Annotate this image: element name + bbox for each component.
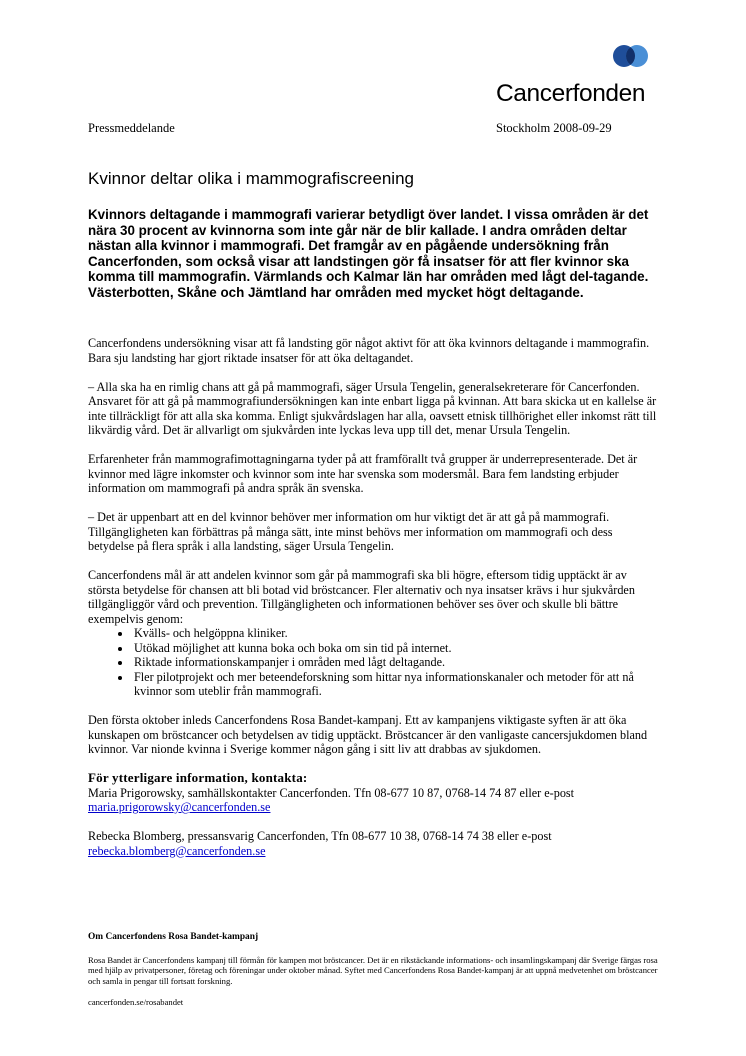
page-title: Kvinnor deltar olika i mammografiscreening bbox=[88, 169, 414, 188]
footer-url: cancerfonden.se/rosabandet bbox=[88, 996, 184, 1007]
paragraph: – Alla ska ha en rimlig chans att gå på mammografi, säger Ursula Tengelin, generalsekreterare för Cancerfonden. Ansvaret för att gå på mammografiundersökningen kan inte enbart ligga på kvinnan. Att bara skicka ut en kallelse är inte tillräckligt för att alla ska komma. Enligt sjukvårdslagen har alla, oavsett etnisk tillhörighet eller inkomst rätt till likvärdig vård. Det är allvarligt om sjukvården inte lyckas leva upp till det, menar Ursula Tengelin. bbox=[88, 379, 657, 437]
footer bbox=[88, 932, 668, 1018]
body-text bbox=[88, 336, 658, 858]
contact-details: Rebecka Blomberg, pressansvarig Cancerfonden, Tfn 08-677 10 38, 0768-14 74 38 eller e-post bbox=[88, 829, 552, 843]
logo-circles-icon bbox=[612, 42, 650, 70]
list-item: • Riktade informationskampanjer i områden med lågt deltagande. bbox=[132, 655, 658, 670]
contact-email-link[interactable]: maria.prigorowsky@cancerfonden.se bbox=[88, 800, 271, 814]
footer-heading: Om Cancerfondens Rosa Bandet-kampanj bbox=[88, 932, 259, 942]
contact-email-link[interactable]: rebecka.blomberg@cancerfonden.se bbox=[88, 843, 266, 858]
cancerfonden-logo bbox=[496, 42, 656, 112]
lead-paragraph: Kvinnors deltagande i mammografi varierar betydligt över landet. I vissa områden är det nära 30 procent av kvinnorna som inte går när de blir kallade. I andra områden deltar nästan alla kvinnor i mammografi. Det framgår av en pågående undersökning från Cancerfonden, som också visar att landstingen gör få insatser för att fler kvinnor ska komma till mammografin. Värmlands och Kalmar län har områden med lågt del-tagande. Västerbotten, Skåne och Jämtland har områden med mycket högt deltagande. bbox=[88, 207, 649, 300]
list-item: • Kvälls- och helgöppna kliniker. bbox=[132, 626, 658, 641]
list-item: • Utökad möjlighet att kunna boka och boka om sin tid på internet. bbox=[132, 641, 658, 656]
list-item: • Fler pilotprojekt och mer beteendeforskning som hittar nya informationskanaler och metoder för att nå kvinnor som uteblir från mammografi. bbox=[132, 670, 658, 699]
place-and-date: Stockholm 2008-09-29 bbox=[496, 121, 612, 135]
paragraph: Erfarenheter från mammografimottagningarna tyder på att framförallt två grupper är underrepresenterade. Det är kvinnor med lägre inkomster och kvinnor som inte har svenska som modersmål. Bara fem landsting erbjuder information om mammografi på andra språk än svenska. bbox=[88, 452, 638, 495]
contact-details: Maria Prigorowsky, samhällskontakter Cancerfonden. Tfn 08-677 10 87, 0768-14 74 87 eller e-post bbox=[88, 785, 575, 800]
paragraph: Den första oktober inleds Cancerfondens Rosa Bandet-kampanj. Ett av kampanjens viktigaste syften är att öka kunskapen om bröstcancer och betydelsen av tidig upptäckt. Bröstcancer är den vanligaste cancersjukdomen bland kvinnor. Var nionde kvinna i Sverige kommer någon gång i sitt liv att drabbas av sjukdomen. bbox=[88, 713, 648, 756]
paragraph: – Det är uppenbart att en del kvinnor behöver mer information om hur viktigt det är att gå på mammografi. Tillgängligheten kan förbättras på många sätt, inte minst behövs mer information om mammografi och dess betydelse på flera språk i alla landsting, säger Ursula Tengelin. bbox=[88, 510, 613, 553]
suggestion-list bbox=[88, 626, 658, 699]
document-type: Pressmeddelande bbox=[88, 121, 175, 135]
contact-heading: För ytterligare information, kontakta: bbox=[88, 770, 308, 785]
contact-section bbox=[88, 771, 658, 858]
paragraph: Cancerfondens mål är att andelen kvinnor som går på mammografi ska bli högre, eftersom tidig upptäckt är av största betydelse för chansen att bli botad vid bröstcancer. Fler alternativ och nya insatser krävs i hur sjukvården tillgängliggör vård och prevention. Tillgängligheten och informationen behöver ses över och skulle bli bättre exempelvis genom: bbox=[88, 568, 635, 626]
footer-text: Rosa Bandet är Cancerfondens kampanj till förmån för kampen mot bröstcancer. Det är en rikstäckande informations- och insamlingskampanj där Sverige färgas rosa med hjälp av privatpersoner, företag och föreningar under oktober månad. Syftet med Cancerfondens Rosa Bandet-kampanj är att uppnå medvetenhet om bröstcancer och samla in pengar till fortsatt forskning. bbox=[88, 954, 658, 986]
paragraph: Cancerfondens undersökning visar att få landsting gör något aktivt för att öka kvinnors deltagande i mammografin. Bara sju landsting har gjort riktade insatser för att öka deltagandet. bbox=[88, 336, 650, 365]
logo-wordmark: Cancerfonden bbox=[496, 80, 646, 107]
